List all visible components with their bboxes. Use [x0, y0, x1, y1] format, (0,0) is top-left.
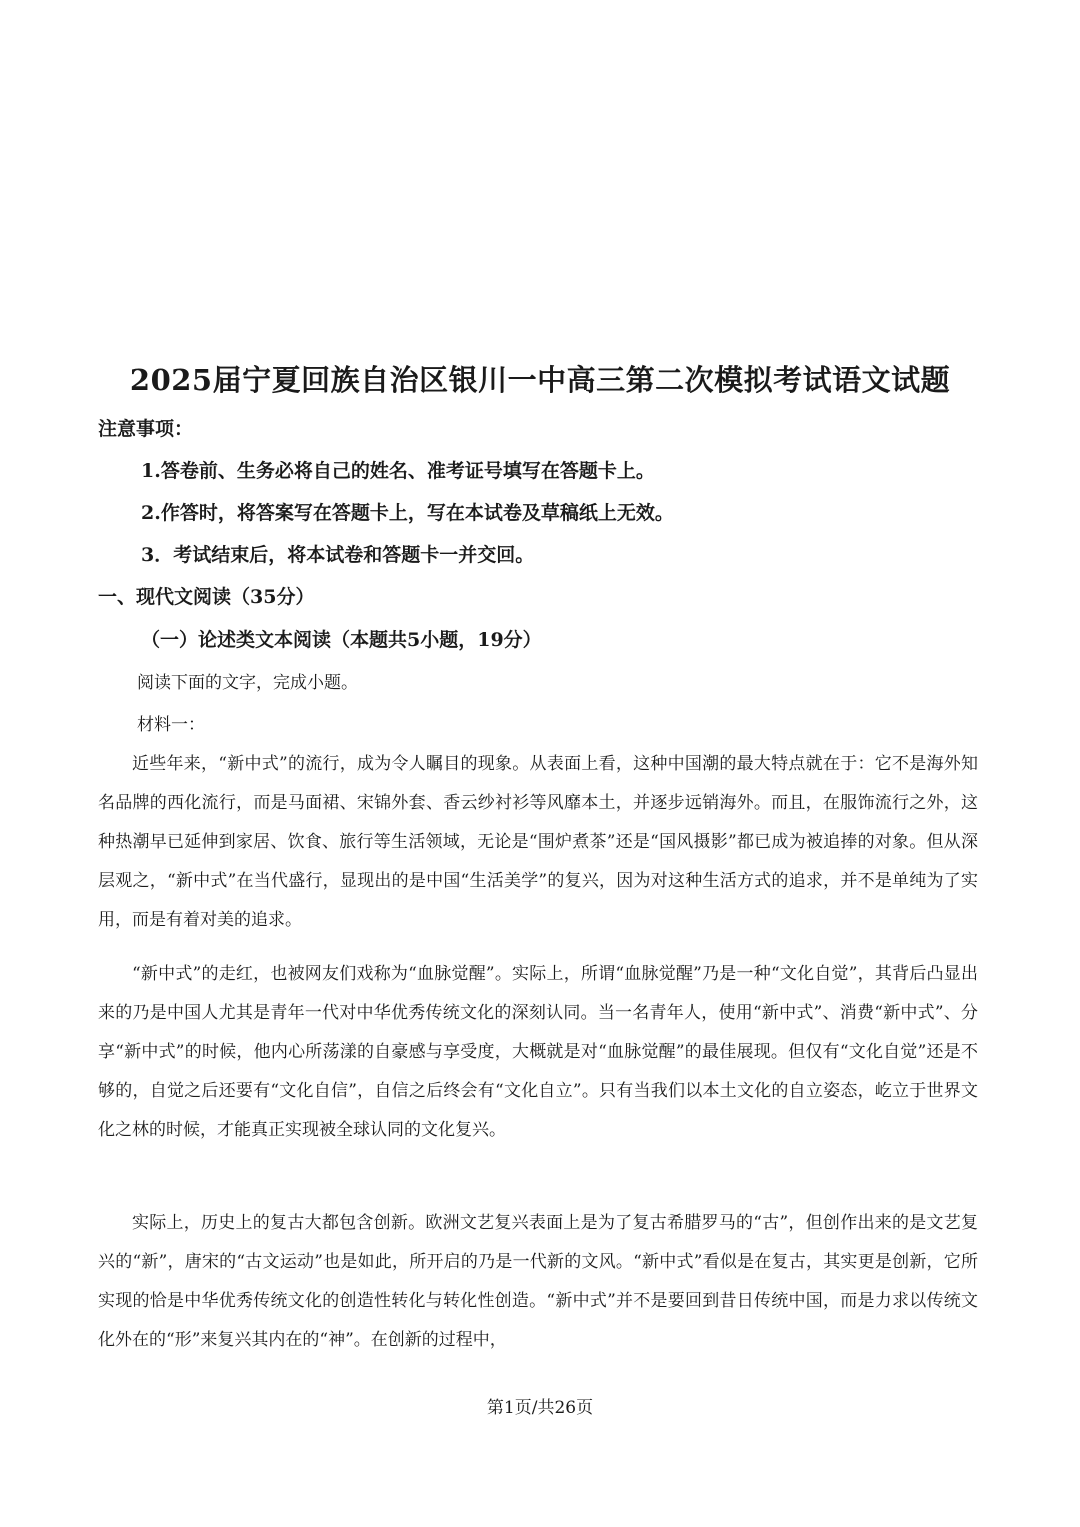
notice-heading: 注意事项：	[98, 418, 194, 440]
exam-title: 2025届宁夏回族自治区银川一中高三第二次模拟考试语文试题	[129, 363, 951, 397]
notice-item-2: 2.作答时，将答案写在答题卡上，写在本试卷及草稿纸上无效。	[141, 502, 674, 524]
subsection-heading: （一）论述类文本阅读（本题共5小题，19分）	[141, 629, 542, 651]
paragraph-3: 实际上，历史上的复古大都包含创新。欧洲文艺复兴表面上是为了复古希腊罗马的“古”，但创作出来的是文艺复兴的“新”，唐宋的“古文运动”也是如此，所开启的乃是一代新的文风。“新中式”看似是在复古，其实更是创新，它所实现的恰是中华优秀传统文化的创造性转化与转化性创造。“新中式”并不是要回到昔日传统中国，而是力求以传统文化外在的“形”来复兴其内在的“神”。在创新的过程中，	[98, 1213, 978, 1351]
paragraph-1: 近些年来，“新中式”的流行，成为令人瞩目的现象。从表面上看，这种中国潮的最大特点就在于：它不是海外知名品牌的西化流行，而是马面裙、宋锦外套、香云纱衬衫等风靡本土，并逐步远销海外。而且，在服饰流行之外，这种热潮早已延伸到家居、饮食、旅行等生活领域，无论是“围炉煮茶”还是“国风摄影”都已成为被追捧的对象。但从深层观之，“新中式”在当代盛行，显现出的是中国“生活美学”的复兴，因为对这种生活方式的追求，并不是单纯为了实用，而是有着对美的追求。	[98, 754, 978, 931]
page-number: 第1页/共26页	[486, 1398, 594, 1418]
paragraph-2: “新中式”的走红，也被网友们戏称为“血脉觉醒”。实际上，所谓“血脉觉醒”乃是一种“文化自觉”，其背后凸显出来的乃是中国人尤其是青年一代对中华优秀传统文化的深刻认同。当一名青年人，使用“新中式”、消费“新中式”、分享“新中式”的时候，他内心所荡漾的自豪感与享受度，大概就是对“血脉觉醒”的最佳展现。但仅有“文化自觉”还是不够的，自觉之后还要有“文化自信”，自信之后终会有“文化自立”。只有当我们以本土文化的自立姿态，屹立于世界文化之林的时候，才能真正实现被全球认同的文化复兴。	[98, 964, 978, 1141]
reading-instruction: 阅读下面的文字，完成小题。	[137, 673, 358, 693]
section-heading: 一、现代文阅读（35分）	[98, 586, 315, 608]
material-label: 材料一：	[137, 715, 205, 735]
notice-item-3: 3．考试结束后，将本试卷和答题卡一并交回。	[141, 544, 535, 566]
notice-item-1: 1.答卷前、生务必将自己的姓名、准考证号填写在答题卡上。	[141, 460, 655, 482]
